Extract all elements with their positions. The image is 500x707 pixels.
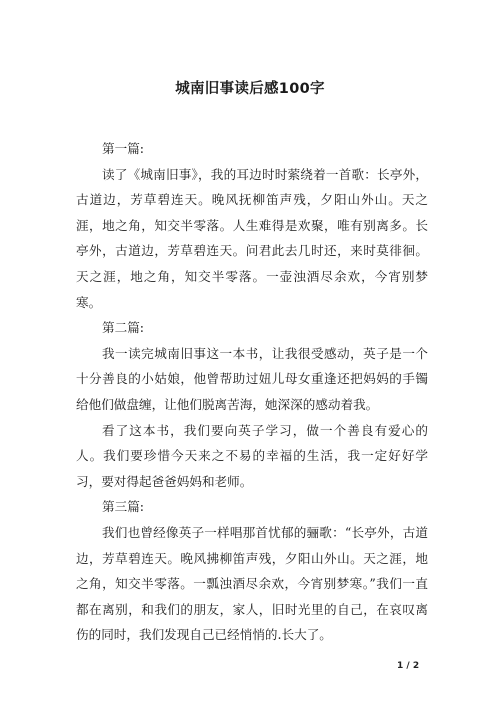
paragraph: 看了这本书，我们要向英子学习，做一个善良有爱心的人。我们要珍惜今天来之不易的幸福的生活，我一定好好学习，要对得起爸爸妈妈和老师。 xyxy=(76,422,428,489)
section-heading: 第二篇: xyxy=(102,320,145,336)
section-1 xyxy=(76,136,428,315)
document-title: 城南旧事读后感100字 xyxy=(175,81,325,97)
section-heading: 第三篇: xyxy=(102,499,145,515)
page-number: 1 / 2 xyxy=(397,661,420,671)
paragraph: 我一读完城南旧事这一本书，让我很受感动，英子是一个十分善良的小姑娘，他曾帮助过妞儿母女重逢还把妈妈的手镯给他们做盘缠，让他们脱离苦海，她深深的感动着我。 xyxy=(76,345,428,412)
section-heading: 第一篇: xyxy=(102,141,145,156)
section-3 xyxy=(76,494,428,648)
document-body xyxy=(76,136,428,648)
paragraph: 我们也曾经像英子一样唱那首忧郁的骊歌：“长亭外，古道边，芳草碧连天。晚风拂柳笛声残，夕阳山外山。天之涯，地之角，知交半零落。一瓢浊酒尽余欢，今宵别梦寒。”我们一直都在离别，和我们的朋友，家人，旧时光里的自己，在哀叹离伤的同时，我们发现自己已经悄悄的.长大了。 xyxy=(76,524,428,643)
paragraph: 读了《城南旧事》，我的耳边时时萦绕着一首歌：长亭外，古道边，芳草碧连天。晚风抚柳笛声残，夕阳山外山。天之涯，地之角，知交半零落。人生难得是欢聚，唯有别离多。长亭外，古道边，芳草碧连天。问君此去几时还，来时莫徘徊。天之涯，地之角，知交半零落。一壶浊酒尽余欢，今宵别梦寒。 xyxy=(76,166,428,310)
section-2 xyxy=(76,315,428,494)
